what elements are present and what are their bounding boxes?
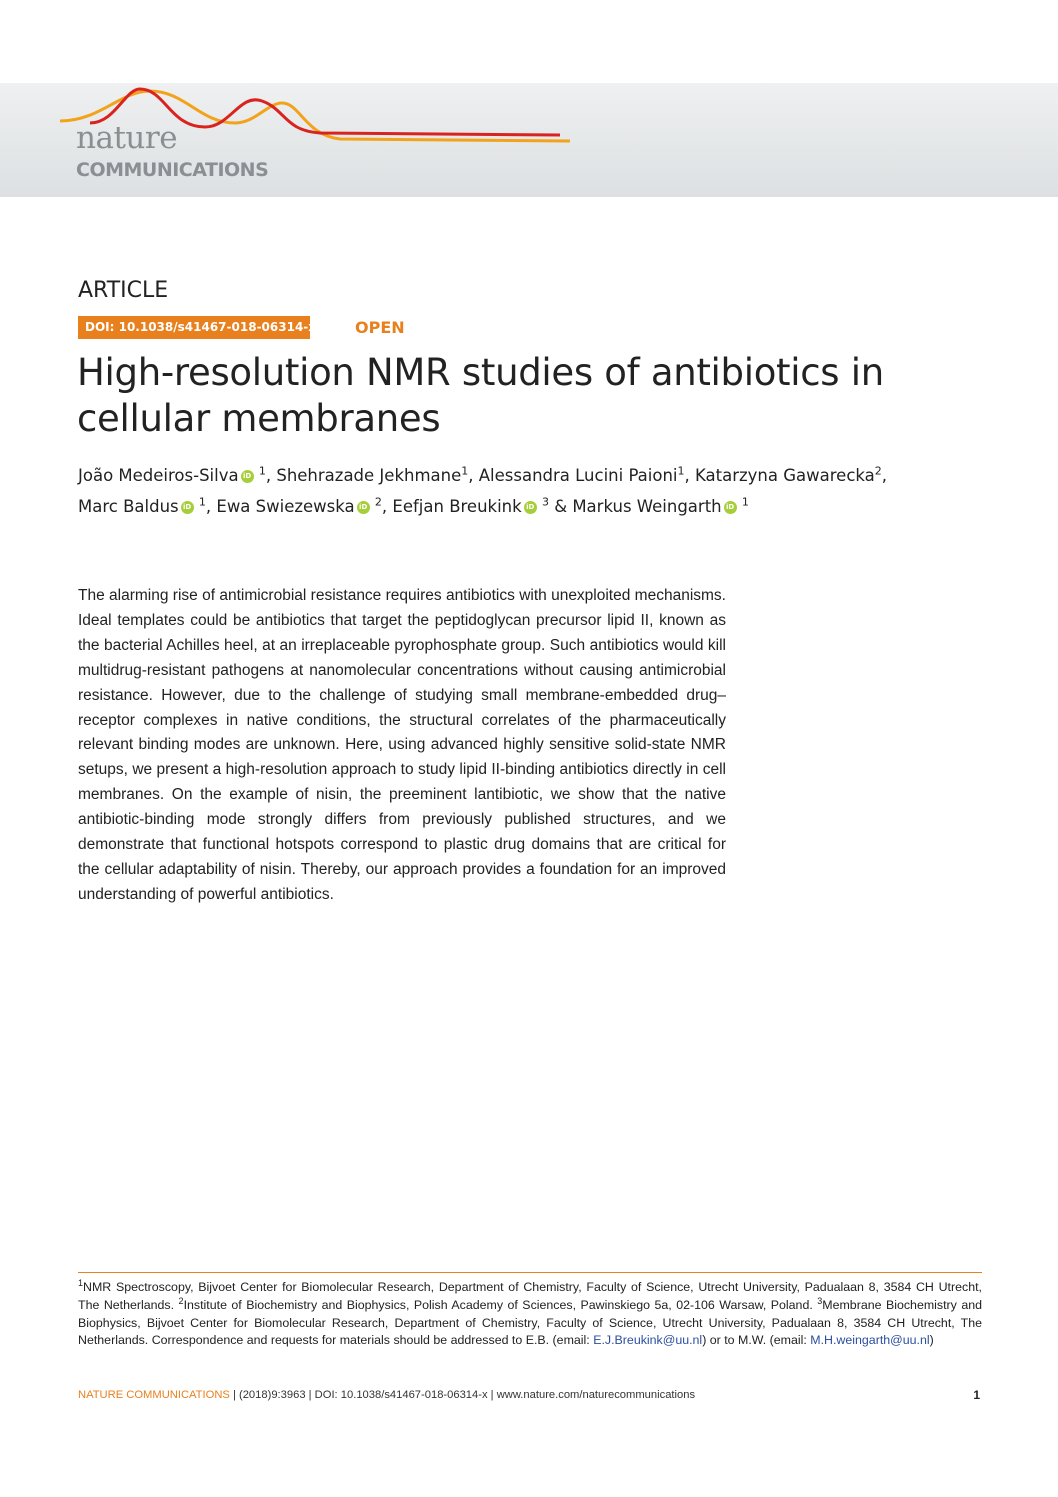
- article-title: High-resolution NMR studies of antibiotics in cellular membranes: [77, 351, 884, 440]
- author-affiliation-number: 2: [374, 495, 382, 509]
- author-name-text: Marc Baldus: [78, 497, 179, 516]
- author-name-text: João Medeiros-Silva: [78, 466, 239, 485]
- email-link-weingarth[interactable]: M.H.weingarth@uu.nl: [810, 1333, 930, 1348]
- correspondence-text: ) or to M.W. (email:: [702, 1333, 811, 1348]
- author-affiliation-number: 2: [874, 464, 882, 478]
- page-number: 1: [973, 1388, 980, 1402]
- author-separator: ,: [468, 466, 479, 485]
- footnote-divider: [78, 1272, 982, 1273]
- affiliation-text: Membrane Biochemistry and Biophysics, Bijvoet Center for Biomolecular Research, Department of Chemistry, Faculty of Science, Utrecht University, Padualaan 8, 3584 CH Utrecht, The Netherlands. Correspondence and requests for materials should be addressed to E.B. (email:: [78, 1297, 983, 1348]
- affiliation-footnotes: [78, 1279, 982, 1350]
- doi-badge[interactable]: DOI: 10.1038/s41467-018-06314-x: [78, 316, 310, 339]
- orcid-icon[interactable]: iD: [357, 501, 370, 514]
- author-name[interactable]: [479, 466, 685, 485]
- logo-word-communications: COMMUNICATIONS: [76, 159, 269, 181]
- footer-citation: | (2018)9:3963 | DOI: 10.1038/s41467-018-06314-x | www.nature.com/naturecommunications: [229, 1389, 696, 1401]
- author-separator: ,: [684, 466, 695, 485]
- author-name[interactable]: [695, 466, 882, 485]
- orcid-icon[interactable]: iD: [181, 501, 194, 514]
- author-affiliation-number: 1: [677, 464, 685, 478]
- author-affiliation-number: 1: [741, 495, 749, 509]
- correspondence-text-end: ): [929, 1333, 934, 1348]
- author-name[interactable]: [216, 497, 382, 516]
- author-separator: ,: [205, 497, 217, 516]
- author-name[interactable]: [572, 497, 749, 516]
- author-affiliation-number: 1: [461, 464, 469, 478]
- author-separator: ,: [265, 466, 277, 485]
- author-name[interactable]: [78, 497, 206, 516]
- author-name-text: Shehrazade Jekhmane: [276, 466, 462, 485]
- author-affiliation-number: 3: [541, 495, 549, 509]
- open-access-label: OPEN: [355, 318, 405, 337]
- abstract: The alarming rise of antimicrobial resistance requires antibiotics with unexploited mechanisms. Ideal templates could be antibiotics that target the peptidoglycan precursor lipid II, known as the bacterial Achilles heel, at an irreplaceable pyrophosphate group. Such antibiotics would kill multidrug-resistant pathogens at nanomolecular concentrations without causing antimicrobial resistance. However, due to the challenge of studying small membrane-embedded drug–receptor complexes in native conditions, the structural correlates of the pharmaceutically relevant binding modes are unknown. Here, using advanced highly sensitive solid-state NMR setups, we present a high-resolution approach to study lipid II-binding antibiotics directly in cell membranes. On the example of nisin, the preeminent lantibiotic, we show that the native antibiotic-binding mode strongly differs from previously published structures, and we demonstrate that functional hotspots correspond to plastic drug domains that are critical for the cellular adaptability of nisin. Thereby, our approach provides a foundation for an improved understanding of powerful antibiotics.: [78, 587, 726, 903]
- author-name-text: Markus Weingarth: [572, 497, 722, 516]
- page-footer: [78, 1388, 982, 1402]
- author-name[interactable]: [392, 497, 549, 516]
- article-type-label: ARTICLE: [78, 278, 169, 303]
- author-last-separator: &: [548, 497, 573, 516]
- affiliation-mark: 3: [817, 1295, 823, 1306]
- affiliation-mark: 1: [78, 1277, 84, 1288]
- author-affiliation-number: 1: [198, 495, 206, 509]
- author-separator: ,: [381, 497, 393, 516]
- logo-word-nature: nature: [76, 120, 178, 156]
- author-name-text: Katarzyna Gawarecka: [695, 466, 875, 485]
- author-list: [78, 460, 978, 522]
- orcid-icon[interactable]: iD: [524, 501, 537, 514]
- author-separator: ,: [881, 466, 888, 485]
- affiliation-text: NMR Spectroscopy, Bijvoet Center for Biomolecular Research, Department of Chemistry, Faculty of Science, Utrecht University, Padualaan 8, 3584 CH Utrecht, The Netherlands.: [78, 1280, 982, 1312]
- author-name-text: Ewa Swiezewska: [216, 497, 355, 516]
- author-name-text: Eefjan Breukink: [392, 497, 522, 516]
- orcid-icon[interactable]: iD: [241, 470, 254, 483]
- orcid-icon[interactable]: iD: [724, 501, 737, 514]
- affiliation-mark: 2: [178, 1295, 184, 1306]
- email-link-breukink[interactable]: E.J.Breukink@uu.nl: [593, 1333, 703, 1348]
- author-affiliation-number: 1: [258, 464, 266, 478]
- author-name[interactable]: [78, 466, 266, 485]
- author-name-text: Alessandra Lucini Paioni: [478, 466, 678, 485]
- journal-masthead: [0, 83, 1058, 197]
- author-name[interactable]: [276, 466, 468, 485]
- affiliation-text: Institute of Biochemistry and Biophysics, Polish Academy of Sciences, Pawinskiego 5a, 02-106 Warsaw, Poland.: [183, 1297, 818, 1312]
- footer-journal-name[interactable]: NATURE COMMUNICATIONS: [78, 1389, 230, 1401]
